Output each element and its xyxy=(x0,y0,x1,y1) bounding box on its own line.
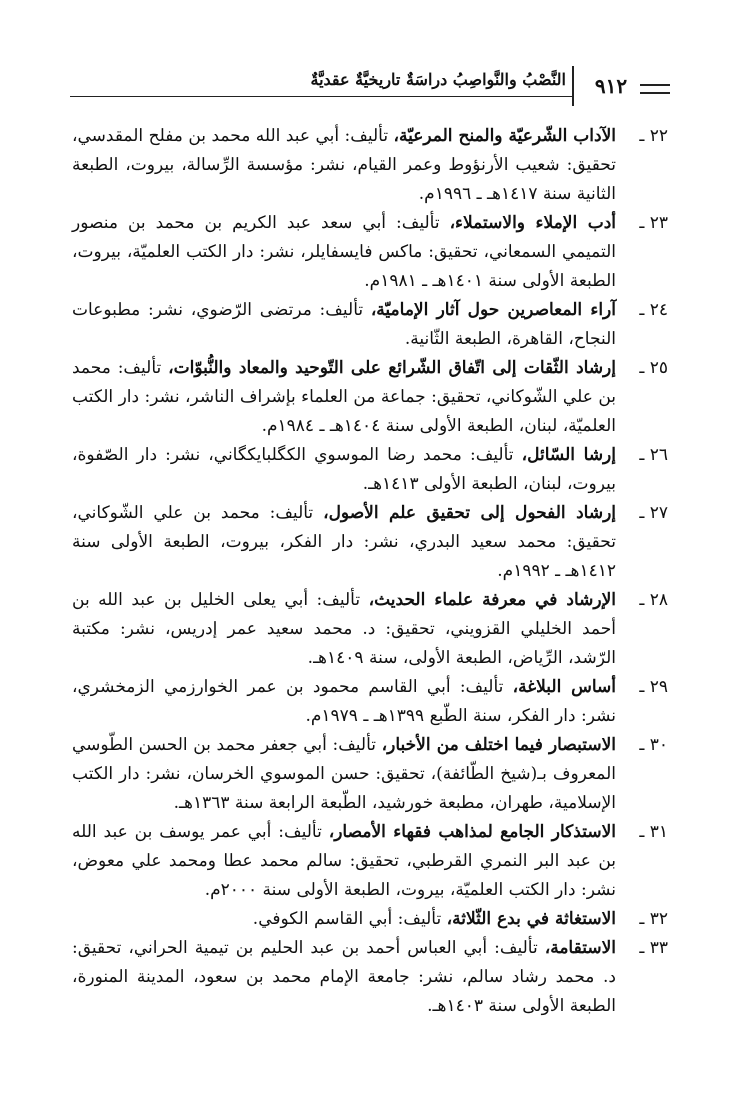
bibliography-entry xyxy=(72,934,668,1021)
entry-number: ٢٢ ـ xyxy=(639,126,668,146)
bibliography-list xyxy=(72,122,668,1021)
entry-title: الاستبصار فيما اختلف من الأخبار، xyxy=(381,735,617,755)
entry-body: تأليف: أبي العباس أحمد بن عبد الحليم بن تيمية الحراني، تحقيق: د. محمد رشاد سالم، نشر: جامعة الإمام محمد بن سعود، المدينة المنورة، الطبعة الأولى سنة ١٤٠٣هـ. xyxy=(72,938,616,1016)
entry-title: الإرشاد في معرفة علماء الحديث، xyxy=(368,590,616,610)
bibliography-entry xyxy=(72,905,668,934)
entry-body: تأليف: محمد بن علي الشّوكاني، تحقيق: محمد سعيد البدري، نشر: دار الفكر، بيروت، الطبعة الأولى سنة ١٤١٢هـ ـ ١٩٩٢م. xyxy=(72,503,616,581)
entry-title: إرشا السّائل، xyxy=(521,445,616,465)
entry-body: تأليف: أبي جعفر محمد بن الحسن الطّوسي المعروف بـ(شيخ الطّائفة)، تحقيق: حسن الموسوي الخرسان، نشر: دار الكتب الإسلامية، طهران، مطبعة خورشيد، الطّبعة الرابعة سنة ١٣٦٣هـ. xyxy=(72,735,616,813)
entry-title: الاستذكار الجامع لمذاهب فقهاء الأمصار، xyxy=(328,822,616,842)
entry-number: ٣١ ـ xyxy=(639,822,668,842)
entry-body: تأليف: أبي يعلى الخليل بن عبد الله بن أحمد الخليلي القزويني، تحقيق: د. محمد سعيد عمر إدريس، نشر: مكتبة الرّشد، الرِّياض، الطبعة الأولى، سنة ١٤٠٩هـ. xyxy=(72,590,616,668)
entry-body: تأليف: محمد رضا الموسوي الكگلبايكگاني، نشر: دار الصّفوة، بيروت، لبنان، الطبعة الأولى ١٤١٣هـ. xyxy=(72,445,616,494)
entry-number: ٣٢ ـ xyxy=(639,909,668,929)
page-number: ٩١٢ xyxy=(594,74,628,98)
entry-number: ٣٣ ـ xyxy=(639,938,668,958)
entry-title: الآداب الشّرعيّة والمنح المرعيّة، xyxy=(393,126,616,146)
bibliography-entry xyxy=(72,499,668,586)
entry-number: ٢٦ ـ xyxy=(639,445,668,465)
entry-body: تأليف: أبي القاسم الكوفي. xyxy=(252,909,447,929)
entry-title: أدب الإملاء والاستملاء، xyxy=(449,213,616,233)
bibliography-entry xyxy=(72,731,668,818)
bibliography-entry xyxy=(72,296,668,354)
entry-number: ٢٩ ـ xyxy=(639,677,668,697)
bibliography-entry xyxy=(72,354,668,441)
header-rule xyxy=(70,96,574,97)
entry-body: تأليف: أبي القاسم محمود بن عمر الخوارزمي الزمخشري، نشر: دار الفكر، سنة الطّبع ١٣٩٩هـ ـ ١٩٧٩م. xyxy=(72,677,616,726)
entry-number: ٢٤ ـ xyxy=(639,300,668,320)
entry-title: إرشاد الفحول إلى تحقيق علم الأصول، xyxy=(323,503,616,523)
page-header xyxy=(70,66,666,110)
bibliography-entry xyxy=(72,673,668,731)
bibliography-entry xyxy=(72,209,668,296)
header-double-rule xyxy=(640,84,670,94)
entry-number: ٢٥ ـ xyxy=(639,358,668,378)
entry-title: الاستغاثة في بدع الثّلاثة، xyxy=(446,909,616,929)
entry-number: ٣٠ ـ xyxy=(639,735,668,755)
bibliography-entry xyxy=(72,122,668,209)
bibliography-entry xyxy=(72,441,668,499)
bibliography-entry xyxy=(72,586,668,673)
entry-body: تأليف: أبي سعد عبد الكريم بن محمد بن منصور التميمي السمعاني، تحقيق: ماكس فايسفايلر، نشر: دار الكتب العلميّة، بيروت، الطبعة الأولى سنة ١٤٠١هـ ـ ١٩٨١م. xyxy=(72,213,616,291)
bibliography-entry xyxy=(72,818,668,905)
entry-title: الاستقامة، xyxy=(544,938,616,958)
entry-title: آراء المعاصرين حول آثار الإماميّة، xyxy=(370,300,616,320)
entry-title: إرشاد الثّقات إلى اتّفاق الشّرائع على التّوحيد والمعاد والنُّبوّات، xyxy=(168,358,616,378)
entry-body: تأليف: مرتضى الرّضوي، نشر: مطبوعات النجاح، القاهرة، الطبعة الثّانية. xyxy=(72,300,616,349)
page-number-box xyxy=(572,66,666,106)
entry-body: تأليف: أبي عبد الله محمد بن مفلح المقدسي، تحقيق: شعيب الأرنؤوط وعمر القيام، نشر: مؤسسة الرِّسالة، بيروت، الطبعة الثانية سنة ١٤١٧هـ ـ ١٩٩٦م. xyxy=(72,126,616,204)
entry-body: تأليف: محمد بن علي الشّوكاني، تحقيق: جماعة من العلماء بإشراف الناشر، نشر: دار الكتب العلميّة، لبنان، الطبعة الأولى سنة ١٤٠٤هـ ـ ١٩٨٤م. xyxy=(72,358,616,436)
entry-body: تأليف: أبي عمر يوسف بن عبد الله بن عبد البر النمري القرطبي، تحقيق: سالم محمد عطا ومحمد علي معوض، نشر: دار الكتب العلميّة، بيروت، الطبعة الأولى سنة ٢٠٠٠م. xyxy=(72,822,616,900)
entry-number: ٢٣ ـ xyxy=(639,213,668,233)
entry-title: أساس البلاغة، xyxy=(512,677,616,697)
entry-number: ٢٧ ـ xyxy=(639,503,668,523)
entry-number: ٢٨ ـ xyxy=(639,590,668,610)
running-title: النَّصْبُ والنَّواصِبُ دراسَةٌ تاريخيَّةٌ عقديَّةٌ xyxy=(310,70,566,89)
